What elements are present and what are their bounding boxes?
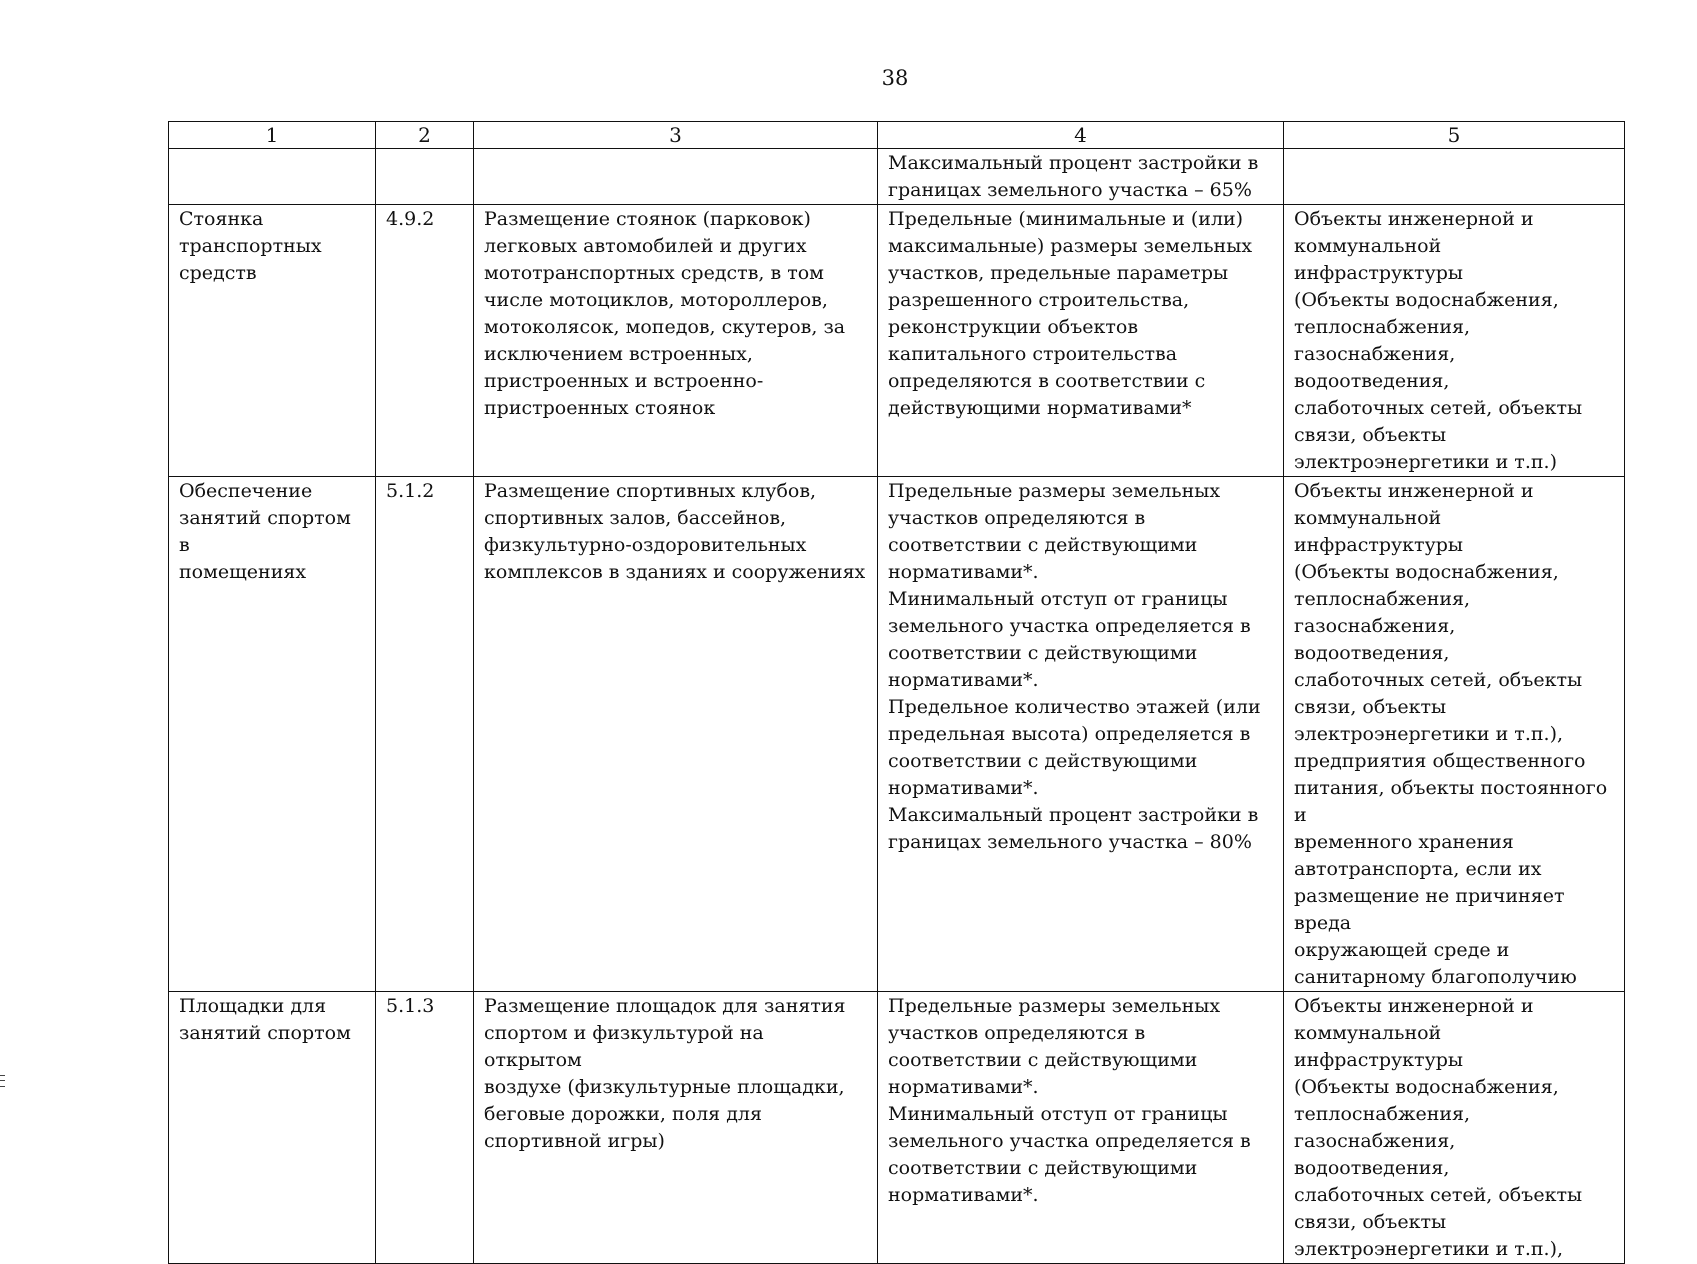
cell-text: Максимальный процент застройки в границах земельного участка – 65% (888, 152, 1259, 201)
cell-use-name (169, 477, 376, 992)
cell-text: Размещение стоянок (парковок) легковых автомобилей и других мототранспортных средств, в том числе мотоциклов, мотороллеров, мотоколясок, мопедов, скутеров, за исключением встроенных, пристроенных и встроенно- пристроенных стоянок (484, 208, 846, 419)
cell-parameters (878, 149, 1284, 205)
table-row (169, 149, 1625, 205)
table-row (169, 992, 1625, 1264)
zoning-table (168, 121, 1625, 1264)
cell-text: 5.1.3 (386, 995, 435, 1017)
cell-text: Предельные размеры земельных участков определяются в соответствии с действующими нормативами*. Минимальный отступ от границы земельного участка определяется в соответствии с действующими нормативами*. (888, 995, 1251, 1206)
cell-auxiliary-uses (1284, 205, 1625, 477)
cell-parameters (878, 992, 1284, 1264)
cell-text: Объекты инженерной и коммунальной инфраструктуры (Объекты водоснабжения, теплоснабжения, газоснабжения, водоотведения, слаботочных сетей, объекты связи, объекты электроэнергетики и т.п.) (1294, 208, 1583, 473)
cell-text: 4.9.2 (386, 208, 435, 230)
column-header-3: 3 (474, 122, 878, 149)
cell-text: Объекты инженерной и коммунальной инфраструктуры (Объекты водоснабжения, теплоснабжения, газоснабжения, водоотведения, слаботочных сетей, объекты связи, объекты электроэнергетики и т.п.), предприятия общественного питания, объекты постоянного и временного хранения автотранспорта, если их размещение не причиняет вреда окружающей среде и санитарному благополучию (1294, 480, 1608, 988)
table-header-row (169, 122, 1625, 149)
cell-use-name (169, 149, 376, 205)
column-header-4: 4 (878, 122, 1284, 149)
cell-parameters (878, 205, 1284, 477)
table-row (169, 205, 1625, 477)
column-header-2: 2 (376, 122, 474, 149)
cell-text: Размещение спортивных клубов, спортивных залов, бассейнов, физкультурно-оздоровительных комплексов в зданиях и сооружениях (484, 480, 866, 583)
cell-code (376, 992, 474, 1264)
cell-parameters (878, 477, 1284, 992)
cell-text: Объекты инженерной и коммунальной инфраструктуры (Объекты водоснабжения, теплоснабжения, газоснабжения, водоотведения, слаботочных сетей, объекты связи, объекты электроэнергетики и т.п.), (1294, 995, 1583, 1260)
cell-text: Обеспечение занятий спортом в помещениях (179, 480, 351, 583)
cell-text: 5.1.2 (386, 480, 435, 502)
cell-auxiliary-uses (1284, 477, 1625, 992)
cell-description (474, 992, 878, 1264)
cell-code (376, 149, 474, 205)
cell-text: Размещение площадок для занятия спортом и физкультурой на открытом воздухе (физкультурные площадки, беговые дорожки, поля для спортивной игры) (484, 995, 846, 1152)
cell-code (376, 205, 474, 477)
cell-text: Площадки для занятий спортом (179, 995, 351, 1044)
cell-description (474, 149, 878, 205)
scan-edge-mark (0, 1075, 5, 1087)
page-number: 38 (881, 66, 909, 90)
cell-auxiliary-uses (1284, 149, 1625, 205)
cell-text: Стоянка транспортных средств (179, 208, 322, 284)
column-header-5: 5 (1284, 122, 1625, 149)
cell-description (474, 205, 878, 477)
cell-text: Предельные (минимальные и (или) максимальные) размеры земельных участков, предельные параметры разрешенного строительства, реконструкции объектов капитального строительства определяются в соответствии с действующими нормативами* (888, 208, 1253, 419)
table-row (169, 477, 1625, 992)
cell-text: Предельные размеры земельных участков определяются в соответствии с действующими нормативами*. Минимальный отступ от границы земельного участка определяется в соответствии с действующими нормативами*. Предельное количество этажей (или предельная высота) определяется в соответствии с действующими нормативами*. Максимальный процент застройки в границах земельного участка – 80% (888, 480, 1261, 853)
column-header-1: 1 (169, 122, 376, 149)
cell-auxiliary-uses (1284, 992, 1625, 1264)
cell-use-name (169, 205, 376, 477)
cell-description (474, 477, 878, 992)
cell-use-name (169, 992, 376, 1264)
cell-code (376, 477, 474, 992)
